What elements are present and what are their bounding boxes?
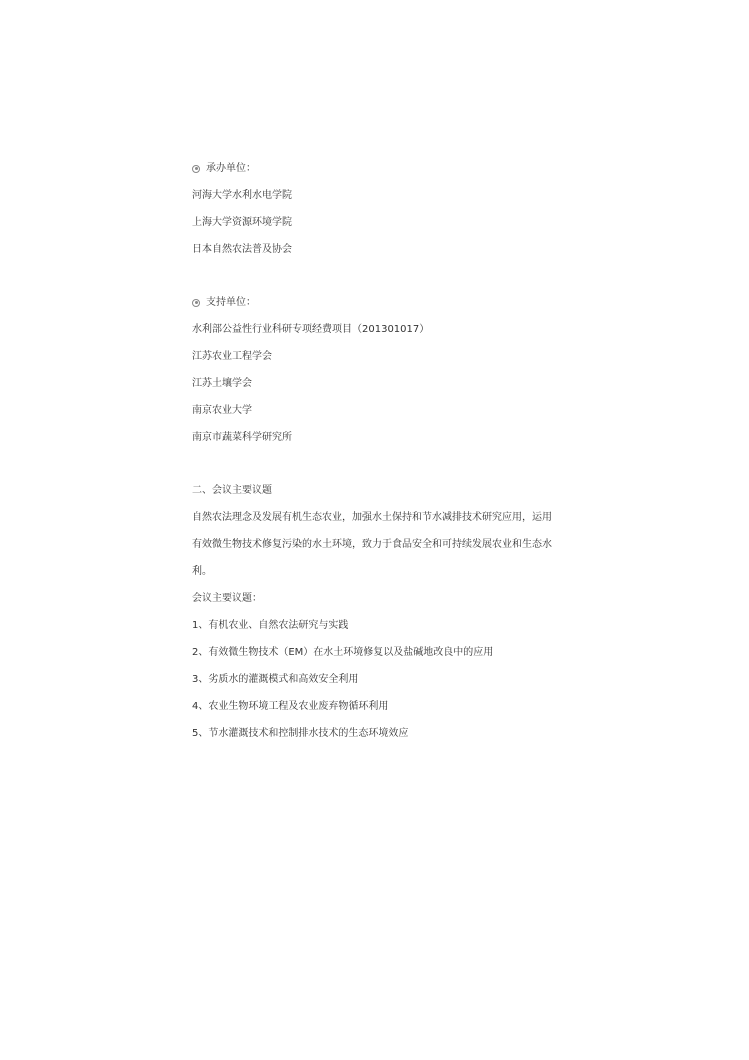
topics-subheading: 会议主要议题： xyxy=(192,593,262,604)
topic-item: 1、有机农业、自然农法研究与实践 xyxy=(192,620,349,631)
supporters-heading-text: 支持单位： xyxy=(206,297,256,308)
circle-bullet-icon xyxy=(192,165,200,173)
topic-item: 5、节水灌溉技术和控制排水技术的生态环境效应 xyxy=(192,728,409,739)
supporter-item: 南京农业大学 xyxy=(192,405,252,416)
section-heading: 二、会议主要议题 xyxy=(192,485,272,496)
organizer-item: 上海大学资源环境学院 xyxy=(192,217,292,228)
organizer-item: 河海大学水利水电学院 xyxy=(192,190,292,201)
supporter-item: 南京市蔬菜科学研究所 xyxy=(192,432,292,443)
circle-bullet-icon xyxy=(192,299,200,307)
topic-item: 3、劣质水的灌溉模式和高效安全利用 xyxy=(192,674,359,685)
intro-paragraph-line: 利。 xyxy=(192,566,212,577)
organizers-heading-text: 承办单位： xyxy=(206,163,256,174)
intro-paragraph-line: 自然农法理念及发展有机生态农业，加强水土保持和节水减排技术研究应用，运用 xyxy=(192,512,552,523)
organizer-item: 日本自然农法普及协会 xyxy=(192,244,292,255)
organizers-heading xyxy=(192,162,572,175)
supporter-item: 江苏农业工程学会 xyxy=(192,351,272,362)
supporters-heading xyxy=(192,296,572,309)
supporter-item: 江苏土壤学会 xyxy=(192,378,252,389)
supporter-item: 水利部公益性行业科研专项经费项目（201301017） xyxy=(192,324,430,335)
topic-item: 2、有效微生物技术（EM）在水土环境修复以及盐碱地改良中的应用 xyxy=(192,647,494,658)
intro-paragraph-line: 有效微生物技术修复污染的水土环境，致力于食品安全和可持续发展农业和生态水 xyxy=(192,539,552,550)
document-content xyxy=(192,162,572,740)
topic-item: 4、农业生物环境工程及农业废弃物循环利用 xyxy=(192,701,389,712)
